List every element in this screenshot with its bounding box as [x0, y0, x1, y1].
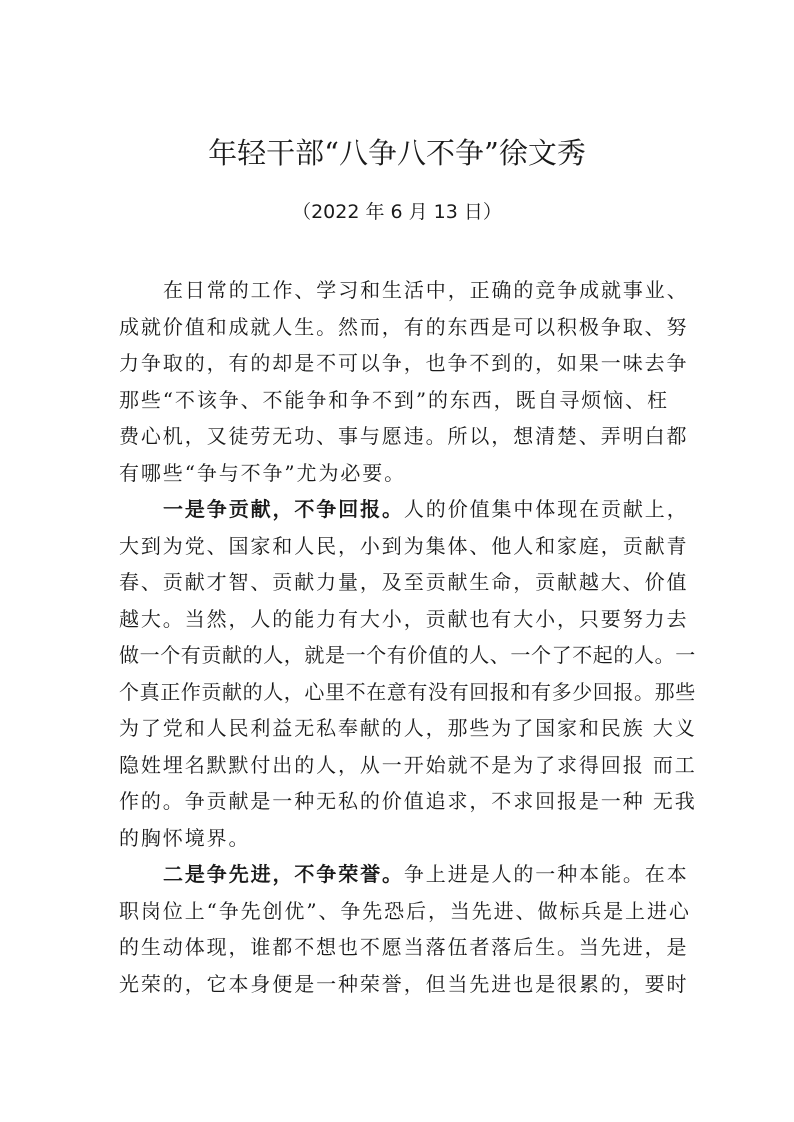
text-line: 费心机，又徒劳无功、事与愿违。所以，想清楚、弄明白都 [119, 424, 689, 448]
text-line: 大到为党、国家和人民，小到为集体、他人和家庭，贡献青 [119, 533, 689, 558]
paragraph-first-line [119, 491, 709, 528]
paragraph-intro [119, 272, 709, 491]
document-body [119, 272, 709, 1002]
text-line: 光荣的，它本身便是一种荣誉，但当先进也是很累的，要时 [119, 971, 689, 996]
text-line: 的胸怀境界。 [119, 825, 251, 850]
text-line: 那些“不该争、不能争和争不到”的东西，既自寻烦恼、枉 [119, 387, 669, 412]
text-line: 的生动体现，谁都不想也不愿当落伍者落后生。当先进，是 [119, 935, 689, 959]
document-title: 年轻干部“八争八不争”徐文秀 [208, 136, 586, 170]
paragraph-advanced [119, 856, 709, 1002]
text-line: 为了党和人民利益无私奉献的人，那些为了国家和民族 大义 [119, 716, 697, 740]
text-line: 在日常的工作、学习和生活中，正确的竞争成就事业、 [163, 278, 689, 302]
text-line: 成就价值和成就人生。然而，有的东西是可以积极争取、努 [119, 314, 689, 339]
text-line: 隐姓埋名默默付出的人，从一开始就不是为了求得回报 而工 [119, 752, 697, 777]
document-date: （2022 年 6 月 13 日） [292, 201, 502, 223]
paragraph-contribution [119, 491, 709, 856]
text-run: 争上进是人的一种本能。在本 [403, 862, 689, 886]
text-run: 人的价值集中体现在贡献上， [403, 497, 689, 521]
text-line: 作的。争贡献是一种无私的价值追求，不求回报是一种 无我 [119, 789, 697, 813]
text-line: 做一个有贡献的人，就是一个有价值的人、一个了不起的人。一 [119, 643, 696, 667]
text-line: 有哪些“争与不争”尤为必要。 [119, 460, 407, 485]
text-line: 力争取的，有的却是不可以争，也争不到的，如果一味去争 [119, 351, 689, 375]
paragraph-heading: 二是争先进，不争荣誉。 [163, 862, 404, 886]
text-line: 个真正作贡献的人，心里不在意有没有回报和有多少回报。那些 [119, 679, 696, 704]
text-line: 职岗位上“争先创优”、争先恐后，当先进、做标兵是上进心 [119, 898, 691, 923]
paragraph-first-line [119, 856, 709, 893]
paragraph-heading: 一是争贡献，不争回报。 [163, 497, 404, 521]
text-line: 春、贡献才智、贡献力量，及至贡献生命，贡献越大、价值 [119, 570, 689, 594]
text-line: 越大。当然，人的能力有大小，贡献也有大小，只要努力去 [119, 606, 689, 631]
